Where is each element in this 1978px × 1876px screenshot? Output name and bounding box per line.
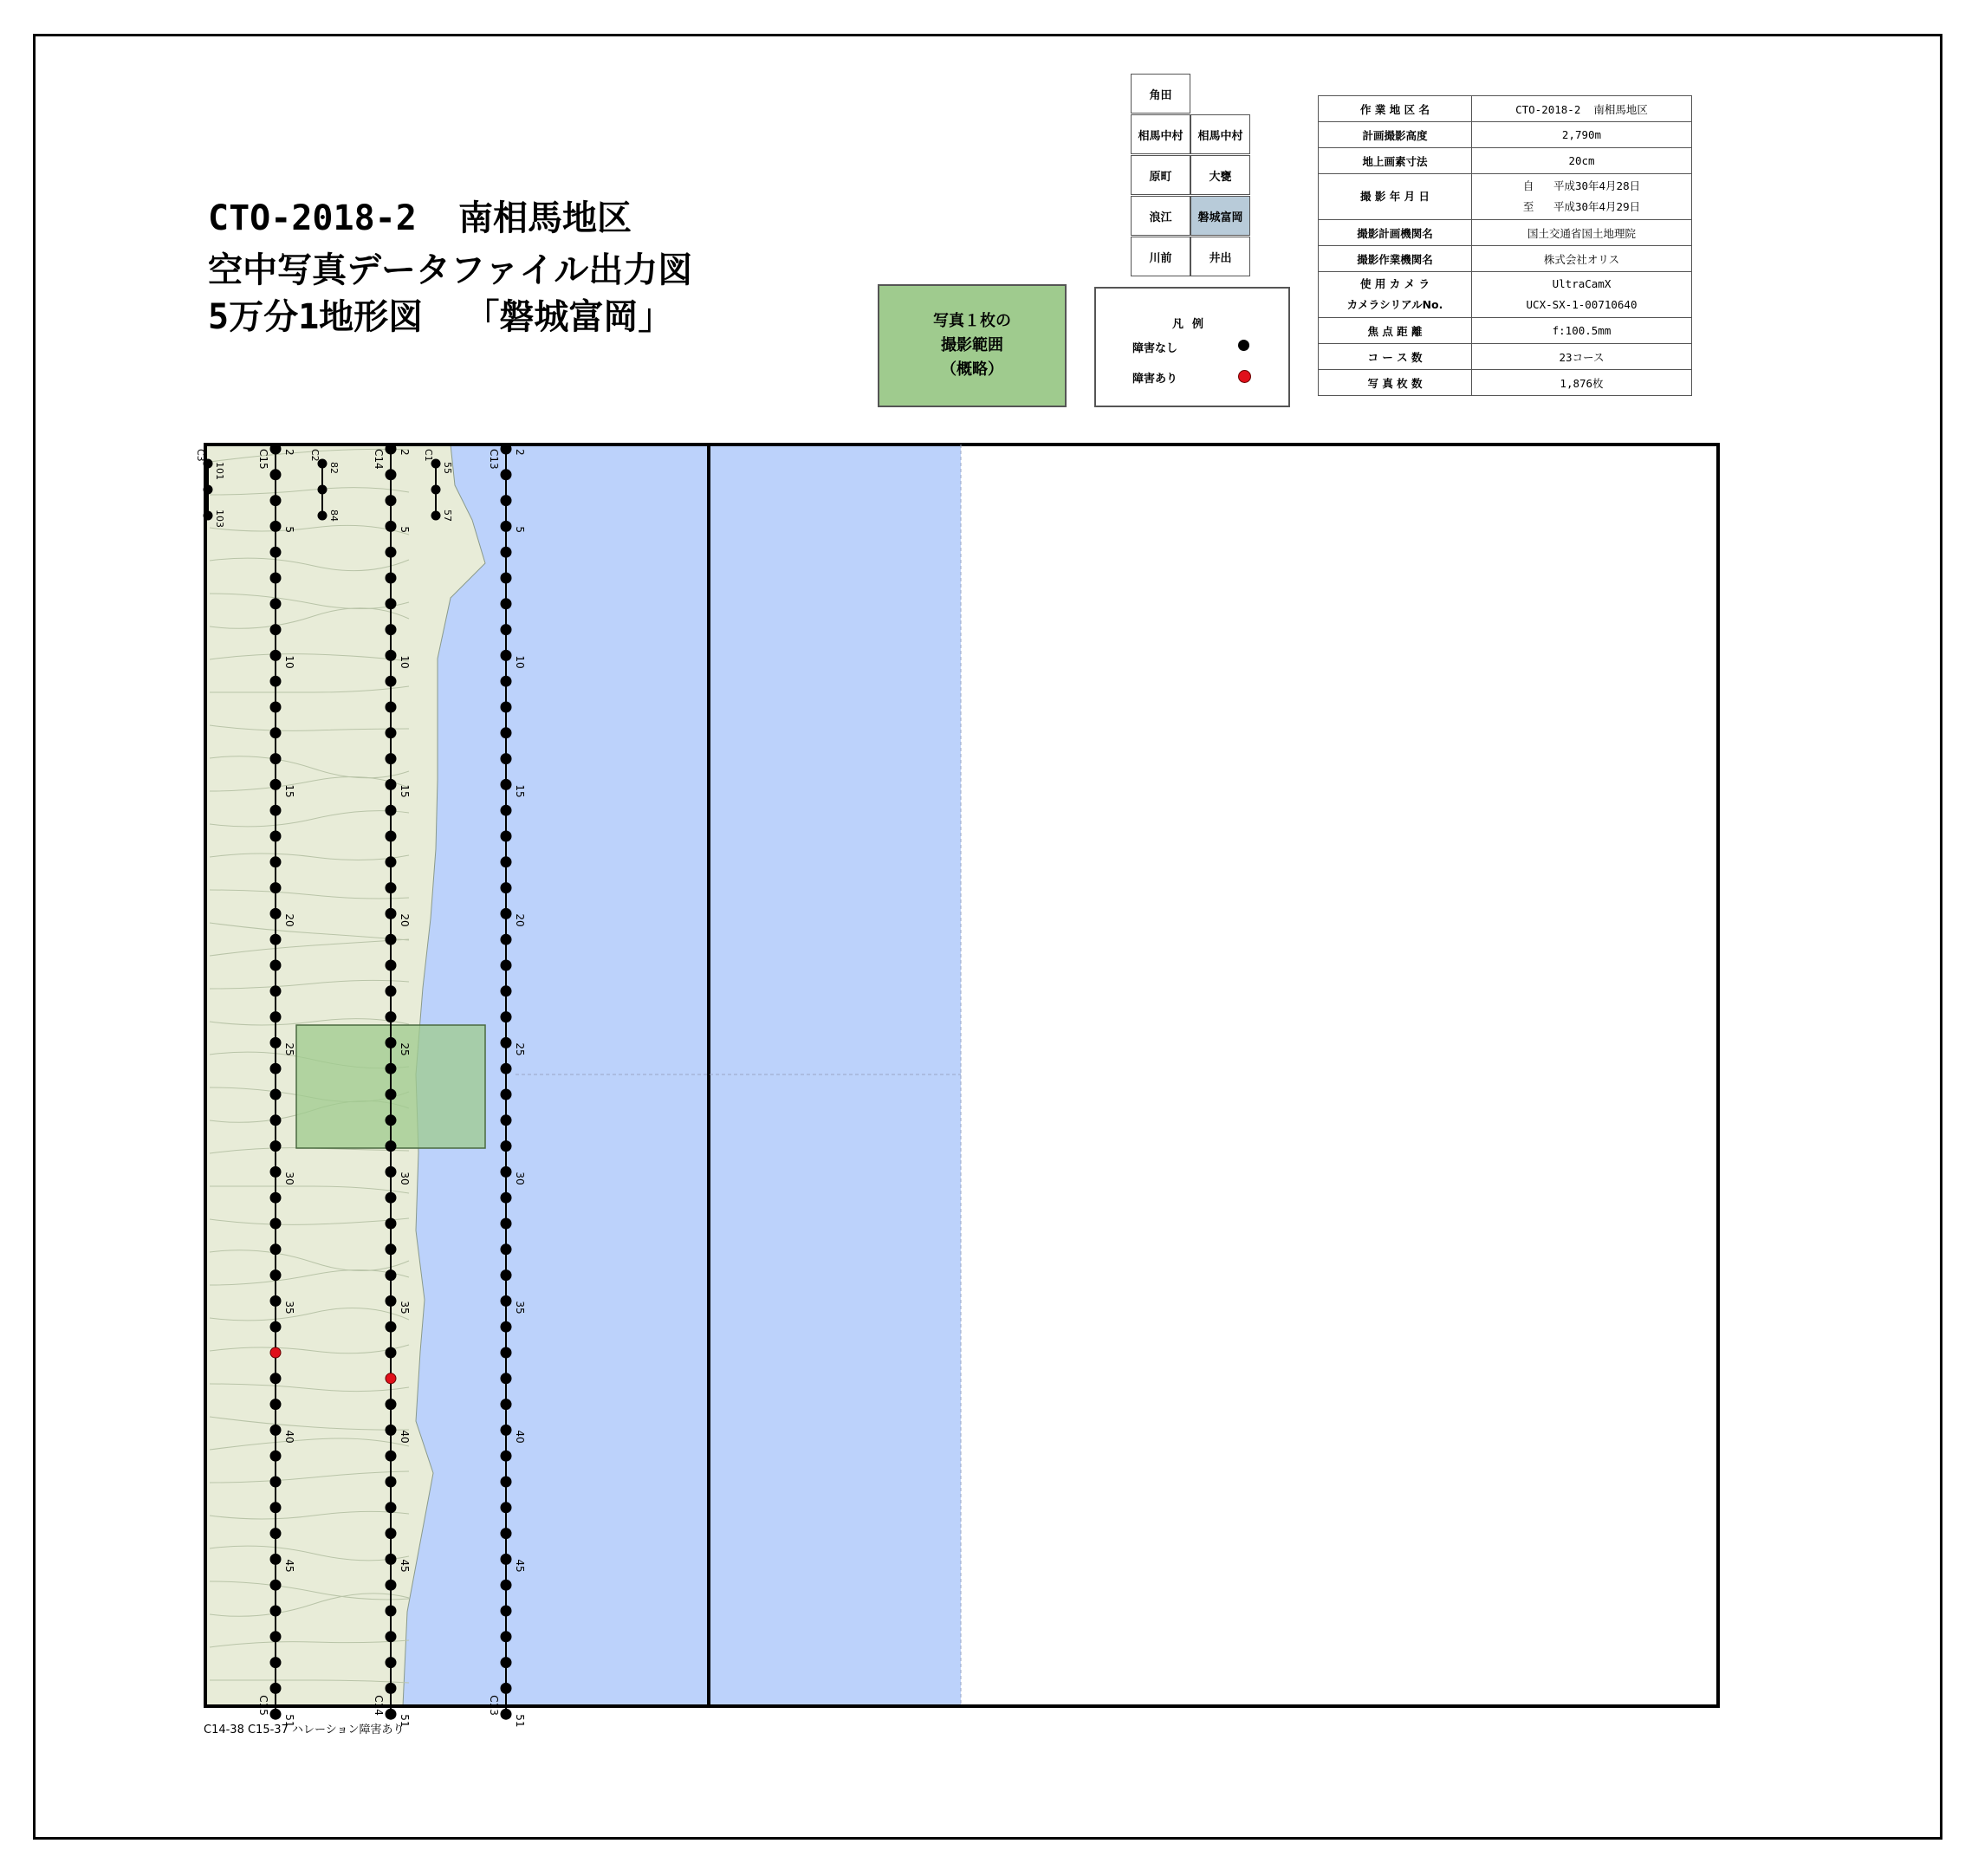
exposure-number-label: 103	[214, 510, 225, 528]
exposure-point	[386, 857, 396, 867]
exposure-number-label: 5	[283, 526, 295, 534]
exposure-number-label: 51	[514, 1714, 526, 1728]
exposure-point	[501, 1580, 511, 1590]
course-name-label: C1	[423, 449, 434, 462]
exposure-number-label: 10	[514, 655, 526, 669]
exposure-point	[501, 1399, 511, 1410]
exposure-number-label: 45	[514, 1559, 526, 1573]
exposure-point	[501, 1606, 511, 1616]
exposure-point	[270, 1503, 281, 1513]
title-line-1: CTO-2018-2 南相馬地区	[208, 198, 632, 238]
exposure-point	[501, 625, 511, 635]
exposure-point	[270, 470, 281, 480]
exposure-number-label: 30	[514, 1172, 526, 1185]
exposure-point	[501, 1683, 511, 1693]
index-sheet-cell: 大甕	[1190, 155, 1250, 195]
exposure-point	[270, 1606, 281, 1616]
exposure-point	[270, 857, 281, 867]
exposure-point	[270, 1244, 281, 1255]
exposure-point	[270, 1373, 281, 1384]
info-key: コ ー ス 数	[1319, 344, 1472, 370]
exposure-point	[501, 1451, 511, 1461]
photo-extent-label-3: （概略）	[941, 360, 1003, 379]
exposure-point	[318, 511, 328, 521]
exposure-point	[501, 1244, 511, 1255]
exposure-point	[270, 1141, 281, 1152]
exposure-point	[386, 1606, 396, 1616]
exposure-point	[501, 1658, 511, 1668]
exposure-point	[501, 676, 511, 686]
exposure-point	[386, 754, 396, 764]
exposure-point	[386, 1399, 396, 1410]
index-sheet-cell: 原町	[1131, 155, 1190, 195]
exposure-point	[270, 1529, 281, 1539]
exposure-point	[501, 1089, 511, 1100]
exposure-point	[501, 883, 511, 893]
index-sheet-cell: 相馬中村	[1190, 114, 1250, 154]
exposure-point	[431, 485, 441, 495]
exposure-number-label: 25	[514, 1042, 526, 1056]
exposure-point	[270, 960, 281, 970]
info-key: 撮影計画機関名	[1319, 220, 1472, 246]
info-key: 地上画素寸法	[1319, 148, 1472, 174]
exposure-point	[386, 1709, 396, 1719]
exposure-point	[386, 1529, 396, 1539]
exposure-point	[501, 1321, 511, 1332]
exposure-point	[270, 908, 281, 919]
info-key: 撮 影 年 月 日	[1319, 174, 1472, 220]
exposure-point	[386, 470, 396, 480]
info-value: 自 平成30年4月28日 至 平成30年4月29日	[1472, 174, 1692, 220]
exposure-point	[501, 1115, 511, 1126]
index-sheet-cell: 磐城富岡	[1190, 196, 1250, 236]
exposure-point	[270, 625, 281, 635]
exposure-point	[386, 1477, 396, 1487]
exposure-point	[270, 779, 281, 789]
exposure-point	[270, 1632, 281, 1642]
info-value: f:100.5mm	[1472, 318, 1692, 344]
exposure-point	[501, 986, 511, 996]
exposure-point	[386, 1192, 396, 1203]
title-line-3: 5万分1地形図 「磐城富岡」	[208, 297, 673, 337]
exposure-point	[386, 702, 396, 712]
exposure-point	[501, 1347, 511, 1358]
exposure-point	[386, 650, 396, 660]
info-value: 株式会社オリス	[1472, 246, 1692, 272]
exposure-point	[501, 1632, 511, 1642]
exposure-point	[270, 1451, 281, 1461]
exposure-point	[270, 676, 281, 686]
exposure-point	[270, 1115, 281, 1126]
exposure-point	[270, 1321, 281, 1332]
exposure-point	[386, 1503, 396, 1513]
exposure-number-label: 5	[514, 526, 526, 534]
index-sheet-cell: 相馬中村	[1131, 114, 1190, 154]
exposure-point	[270, 650, 281, 660]
exposure-point	[318, 485, 328, 495]
info-key: 使 用 カ メ ラ カメラシリアルNo.	[1319, 272, 1472, 318]
exposure-number-label: 84	[328, 510, 340, 522]
exposure-point	[501, 728, 511, 738]
exposure-point	[386, 986, 396, 996]
exposure-point	[270, 599, 281, 609]
info-key: 計画撮影高度	[1319, 122, 1472, 148]
course-name-label: C14	[373, 1695, 385, 1716]
info-key: 作 業 地 区 名	[1319, 96, 1472, 122]
exposure-number-label: 15	[399, 784, 411, 798]
exposure-point	[501, 1373, 511, 1384]
exposure-point	[270, 702, 281, 712]
exposure-point	[501, 1529, 511, 1539]
info-value: 国土交通省国土地理院	[1472, 220, 1692, 246]
exposure-number-label: 20	[514, 913, 526, 927]
exposure-point	[431, 511, 441, 521]
info-value: 2,790m	[1472, 122, 1692, 148]
exposure-point-obstructed	[270, 1347, 281, 1358]
exposure-number-label: 2	[283, 449, 295, 456]
exposure-point	[386, 547, 396, 557]
exposure-point	[270, 1192, 281, 1203]
exposure-point	[270, 1295, 281, 1306]
info-value: CTO-2018-2 南相馬地区	[1472, 96, 1692, 122]
exposure-point	[386, 676, 396, 686]
info-key: 写 真 枚 数	[1319, 370, 1472, 396]
exposure-point	[386, 1141, 396, 1152]
exposure-point	[501, 702, 511, 712]
exposure-point	[501, 1709, 511, 1719]
exposure-number-label: 15	[283, 784, 295, 798]
title-line-2: 空中写真データファイル出力図	[208, 250, 693, 290]
exposure-point	[501, 754, 511, 764]
exposure-point	[386, 496, 396, 506]
course-name-label: C13	[488, 1695, 500, 1716]
exposure-point	[386, 779, 396, 789]
exposure-point	[386, 1037, 396, 1048]
exposure-point	[386, 1012, 396, 1022]
exposure-number-label: 30	[283, 1172, 295, 1185]
exposure-number-label: 10	[399, 655, 411, 669]
info-key: 撮影作業機関名	[1319, 246, 1472, 272]
exposure-point	[501, 1141, 511, 1152]
exposure-point	[501, 599, 511, 609]
exposure-number-label: 40	[514, 1430, 526, 1444]
exposure-point	[386, 1218, 396, 1229]
exposure-number-label: 20	[399, 913, 411, 927]
exposure-point	[501, 1554, 511, 1564]
exposure-point	[270, 1580, 281, 1590]
exposure-point	[386, 1321, 396, 1332]
exposure-point	[270, 728, 281, 738]
exposure-point	[270, 1166, 281, 1177]
exposure-number-label: 40	[283, 1430, 295, 1444]
photo-extent-label-1: 写真１枚の	[933, 312, 1011, 330]
course-name-label: C15	[257, 1695, 269, 1716]
exposure-point	[386, 1451, 396, 1461]
exposure-point	[501, 1503, 511, 1513]
exposure-point	[386, 1658, 396, 1668]
exposure-number-label: 35	[514, 1301, 526, 1314]
exposure-point	[204, 485, 213, 495]
exposure-point	[270, 986, 281, 996]
exposure-point	[270, 1477, 281, 1487]
exposure-number-label: 55	[442, 462, 453, 474]
exposure-point	[386, 1580, 396, 1590]
exposure-point	[386, 1632, 396, 1642]
exposure-point	[386, 1683, 396, 1693]
exposure-point	[386, 599, 396, 609]
exposure-number-label: 40	[399, 1430, 411, 1444]
exposure-point	[501, 496, 511, 506]
exposure-point	[501, 444, 511, 454]
exposure-number-label: 20	[283, 913, 295, 927]
exposure-point	[501, 521, 511, 531]
exposure-point	[501, 1166, 511, 1177]
exposure-point	[270, 1063, 281, 1074]
exposure-point	[386, 728, 396, 738]
exposure-number-label: 30	[399, 1172, 411, 1185]
exposure-point	[501, 908, 511, 919]
exposure-point	[270, 547, 281, 557]
exposure-number-label: 5	[399, 526, 411, 534]
exposure-point	[386, 625, 396, 635]
exposure-number-label: 51	[399, 1714, 411, 1728]
exposure-point	[270, 1218, 281, 1229]
exposure-number-label: 25	[399, 1042, 411, 1056]
exposure-point	[501, 1192, 511, 1203]
exposure-point	[270, 573, 281, 583]
exposure-point	[270, 496, 281, 506]
course-name-label: C14	[373, 449, 385, 470]
exposure-point	[270, 1037, 281, 1048]
exposure-point	[386, 1270, 396, 1281]
exposure-point	[270, 805, 281, 815]
exposure-point	[501, 650, 511, 660]
exposure-point	[386, 908, 396, 919]
exposure-point	[501, 1037, 511, 1048]
exposure-point	[270, 1270, 281, 1281]
exposure-number-label: 51	[283, 1714, 295, 1728]
exposure-point	[270, 934, 281, 944]
index-sheet-cell: 川前	[1131, 237, 1190, 276]
exposure-point	[270, 1089, 281, 1100]
exposure-number-label: 15	[514, 784, 526, 798]
exposure-point	[270, 444, 281, 454]
index-sheet-cell: 井出	[1190, 237, 1250, 276]
exposure-number-label: 25	[283, 1042, 295, 1056]
exposure-point	[386, 1554, 396, 1564]
exposure-point	[386, 1063, 396, 1074]
exposure-point	[386, 1115, 396, 1126]
exposure-point	[270, 1683, 281, 1693]
exposure-point	[270, 883, 281, 893]
exposure-point	[501, 1295, 511, 1306]
legend-title: 凡例	[1171, 318, 1212, 331]
legend-label: 障害あり	[1132, 373, 1178, 386]
info-value: 23コース	[1472, 344, 1692, 370]
photo-extent-label-2: 撮影範囲	[941, 336, 1003, 354]
info-value: 1,876枚	[1472, 370, 1692, 396]
exposure-point	[386, 883, 396, 893]
exposure-point	[386, 444, 396, 454]
exposure-point	[204, 511, 213, 521]
exposure-point	[501, 1270, 511, 1281]
index-sheet-cell: 浪江	[1131, 196, 1190, 236]
exposure-point	[501, 470, 511, 480]
exposure-point	[501, 1218, 511, 1229]
exposure-point	[501, 1477, 511, 1487]
exposure-point	[501, 573, 511, 583]
exposure-point	[270, 1012, 281, 1022]
footnote: C14-38 C15-37 ハレーション障害あり	[204, 1723, 405, 1736]
legend-label: 障害なし	[1132, 342, 1178, 355]
exposure-point	[386, 1347, 396, 1358]
info-key: 焦 点 距 離	[1319, 318, 1472, 344]
exposure-point	[386, 1089, 396, 1100]
exposure-number-label: 35	[399, 1301, 411, 1314]
exposure-number-label: 45	[283, 1559, 295, 1573]
exposure-point	[270, 1554, 281, 1564]
exposure-point	[386, 573, 396, 583]
index-sheet-cell: 角田	[1131, 74, 1190, 114]
exposure-point	[501, 1012, 511, 1022]
course-name-label: C15	[257, 449, 269, 470]
exposure-point	[501, 547, 511, 557]
exposure-point	[386, 934, 396, 944]
exposure-point	[270, 1709, 281, 1719]
exposure-number-label: 101	[214, 462, 225, 480]
exposure-point	[501, 1063, 511, 1074]
exposure-point	[270, 521, 281, 531]
exposure-point	[386, 831, 396, 841]
exposure-number-label: 10	[283, 655, 295, 669]
exposure-point	[270, 1425, 281, 1435]
exposure-point	[501, 934, 511, 944]
exposure-point	[386, 1244, 396, 1255]
exposure-point	[501, 1425, 511, 1435]
exposure-point	[501, 857, 511, 867]
exposure-point	[270, 831, 281, 841]
exposure-point	[501, 831, 511, 841]
course-name-label: C13	[488, 449, 500, 470]
exposure-point	[386, 805, 396, 815]
course-name-label: C3	[195, 449, 206, 462]
exposure-point	[501, 805, 511, 815]
info-value: 20cm	[1472, 148, 1692, 174]
info-value: UltraCamX UCX-SX-1-00710640	[1472, 272, 1692, 318]
exposure-number-label: 45	[399, 1559, 411, 1573]
exposure-point	[386, 1295, 396, 1306]
exposure-point	[386, 521, 396, 531]
exposure-number-label: 2	[514, 449, 526, 456]
exposure-point	[386, 1166, 396, 1177]
exposure-point	[386, 960, 396, 970]
exposure-point	[386, 1425, 396, 1435]
exposure-number-label: 82	[328, 462, 340, 474]
exposure-number-label: 2	[399, 449, 411, 456]
exposure-number-label: 35	[283, 1301, 295, 1314]
exposure-number-label: 57	[442, 510, 453, 522]
exposure-point	[501, 779, 511, 789]
exposure-point	[270, 1399, 281, 1410]
exposure-point-obstructed	[386, 1373, 396, 1384]
exposure-point	[501, 960, 511, 970]
exposure-point	[270, 754, 281, 764]
exposure-point	[270, 1658, 281, 1668]
course-name-label: C2	[309, 449, 321, 462]
